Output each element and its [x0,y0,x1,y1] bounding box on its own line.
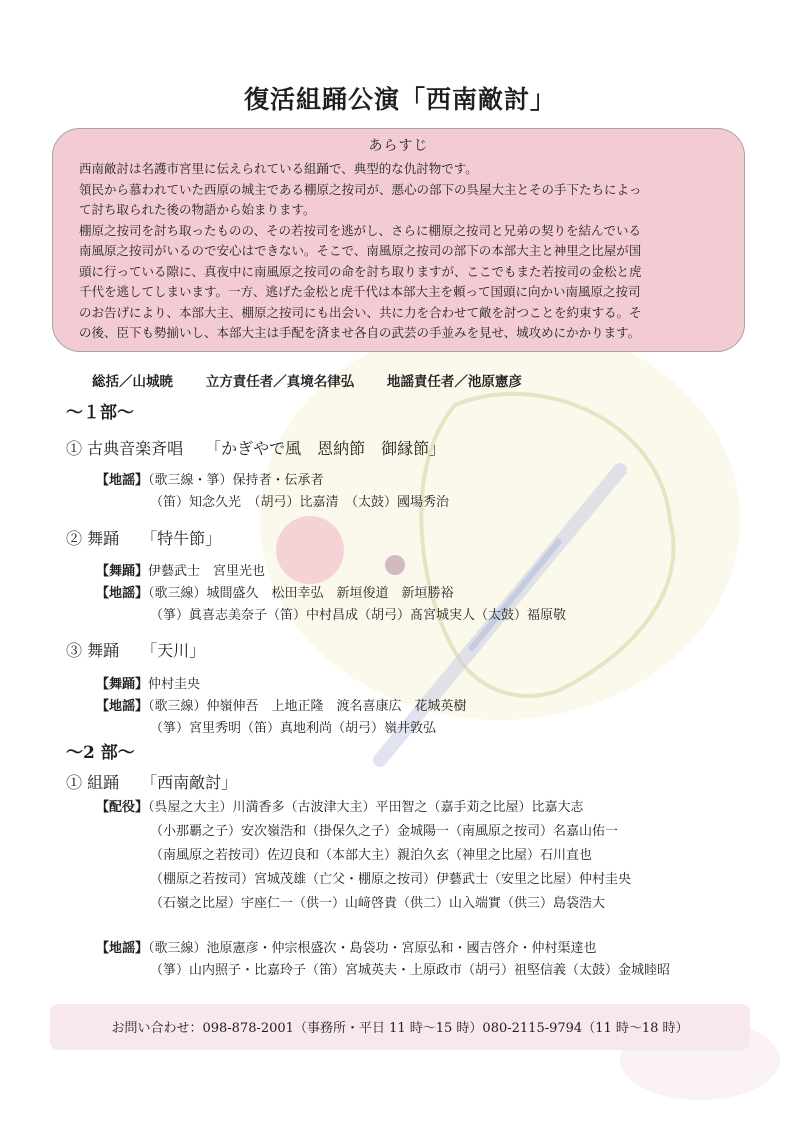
credit-line [96,696,467,718]
item-number: ③ [66,641,83,660]
contact-info: お問い合わせ：098-878-2001（事務所・平日 11 時～15 時）080-2115-9794（11 時～18 時） [111,1021,689,1036]
program-item-1-3 [66,638,205,661]
synopsis-body [79,159,724,344]
item-title: 「天川」 [141,641,206,660]
item-genre: 組踊 [87,773,120,792]
jiutai-tag: 【地謡】 [96,941,149,956]
cast-line: （小那覇之子）安次嶺浩和（掛保久之子）金城陽一（南風原之按司）名嘉山佑一 [150,824,619,839]
item-genre: 舞踊 [87,529,120,548]
credit-line [96,583,454,605]
credit-text: （歌三線・箏）保持者・伝承者 [148,473,324,488]
synopsis-line: 領民から慕われていた西原の城主である棚原之按司が、悪心の部下の呉屋大主とその手下たちによっ [79,181,642,197]
item-genre: 古典音楽斉唱 [87,439,184,458]
staff-music: 地謡責任者／池原憲彦 [386,374,522,390]
jiutai-tag: 【地謡】 [96,473,149,488]
cast-tag: 【配役】 [96,800,149,815]
dance-tag: 【舞踊】 [96,564,149,579]
cast-line: （石嶺之比屋）宇座仁一（供一）山﨑啓貴（供二）山入端實（供三）島袋浩大 [150,896,606,911]
cast-line [96,797,584,819]
cast-line: （南風原之若按司）佐辺良和（本部大主）親泊久玄（神里之比屋）石川直也 [150,848,593,863]
credit-line: （箏）宮里秀明（笛）真地利尚（胡弓）嶺井敦弘 [150,721,437,736]
synopsis-line: 頭に行っている隙に、真夜中に南風原之按司の命を討ち取りますが、ここでもまた若按司の金松と虎 [79,263,642,279]
item-number: ① [66,773,83,792]
dance-tag: 【舞踊】 [96,677,149,692]
credit-text: （歌三線）仲嶺伸吾 上地正隆 渡名喜康広 花城英樹 [148,699,467,714]
synopsis-line: のお告げにより、本部大主、棚原之按司にも出会い、共に力を合わせて敵を討つことを約束する。そ [79,304,642,320]
part1-heading: ～１部～ [66,403,134,423]
credit-text: （歌三線）池原憲彦・仲宗根盛次・島袋功・宮原弘和・國吉啓介・仲村渠達也 [148,941,597,956]
credit-line [96,938,597,960]
credit-line [96,470,324,492]
synopsis-heading: あらすじ [368,138,429,154]
item-title: 「西南敵討」 [141,773,238,792]
item-title: 「かぎやで風 恩納節 御縁節」 [205,439,446,458]
cast-text: （呉屋之大主）川満香多（古波津大主）平田智之（嘉手苅之比屋）比嘉大志 [148,800,584,815]
part2-heading: ～2 部～ [66,743,135,763]
credit-text: 仲村圭央 [148,677,201,692]
item-number: ① [66,439,83,458]
program-item-1-2 [66,526,221,549]
synopsis-line: 西南敵討は名護市宮里に伝えられている組踊で、典型的な仇討物です。 [79,161,478,176]
jiutai-tag: 【地謡】 [96,699,149,714]
item-genre: 舞踊 [87,641,120,660]
staff-credits [92,370,550,390]
synopsis-line: 千代を逃してしまいます。一方、逃げた金松と虎千代は本部大主を頼って国頭に向かい南風原之按司 [79,284,641,299]
credit-line: （笛）知念久光 （胡弓）比嘉清 （太鼓）國場秀治 [150,495,450,510]
credit-line: （箏）眞喜志美奈子（笛）中村昌成（胡弓）髙宮城実人（太鼓）福原敬 [150,608,567,623]
credit-line [96,561,265,583]
synopsis-line: 棚原之按司を討ち取ったものの、その若按司を逃がし、さらに棚原之按司と兄弟の契りを結んでいる [79,222,642,238]
credit-line [96,674,200,696]
synopsis-line: の後、臣下も勢揃いし、本部大主は手配を済ませ各自の武芸の手並みを見せ、城攻めにかかります。 [79,325,641,340]
staff-general: 総括／山城暁 [92,374,173,390]
synopsis-line: て討ち取られた後の物語から始まります。 [79,202,316,217]
credit-text: 伊藝武士 宮里光也 [148,564,266,579]
program-item-1-1 [66,436,445,459]
item-title: 「特牛節」 [141,529,222,548]
item-number: ② [66,529,83,548]
staff-choreo: 立方責任者／真境名律弘 [205,374,355,390]
cast-line: （棚原之若按司）宮城茂雄（亡父・棚原之按司）伊藝武士（安里之比屋）仲村圭央 [150,872,632,887]
program-item-2-1 [66,770,237,793]
synopsis-line: 南風原之按司がいるので安心はできない。そこで、南風原之按司の部下の本部大主と神里之比屋が国 [79,243,642,258]
jiutai-tag: 【地謡】 [96,586,149,601]
credit-text: （歌三線）城間盛久 松田幸弘 新垣俊道 新垣勝裕 [148,586,454,601]
page-title: 復活組踊公演「西南敵討」 [243,85,556,114]
synopsis-box [52,128,745,352]
credit-line: （箏）山内照子・比嘉玲子（笛）宮城英夫・上原政市（胡弓）祖堅信義（太鼓）金城睦昭 [150,963,671,978]
